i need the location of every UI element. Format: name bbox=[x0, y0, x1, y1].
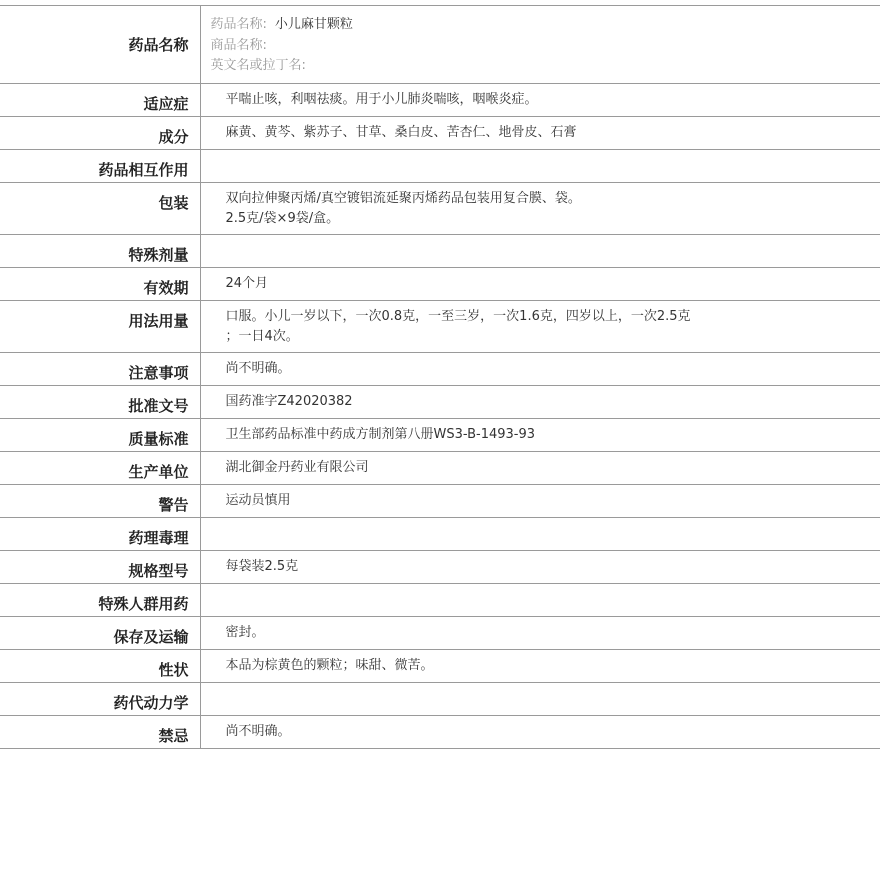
generic-name-value: 小儿麻甘颗粒 bbox=[274, 17, 353, 32]
english-name-key: 英文名或拉丁名: bbox=[210, 58, 306, 73]
row-quality-standard bbox=[0, 419, 880, 452]
row-value: 密封。 bbox=[200, 617, 880, 650]
row-value: 尚不明确。 bbox=[200, 353, 880, 386]
row-contraindications bbox=[0, 716, 880, 749]
row-label: 注意事项 bbox=[0, 353, 200, 386]
row-value bbox=[200, 301, 880, 353]
row-value: 湖北御金丹药业有限公司 bbox=[200, 452, 880, 485]
generic-name-key: 药品名称: bbox=[210, 17, 267, 32]
row-label: 药品相互作用 bbox=[0, 150, 200, 183]
row-usage bbox=[0, 301, 880, 353]
row-value bbox=[200, 235, 880, 268]
row-value bbox=[200, 584, 880, 617]
row-value: 麻黄、黄芩、紫苏子、甘草、桑白皮、苦杏仁、地骨皮、石膏 bbox=[200, 117, 880, 150]
row-label: 有效期 bbox=[0, 268, 200, 301]
trade-name-key: 商品名称: bbox=[210, 37, 267, 53]
drug-info-table bbox=[0, 5, 880, 749]
row-value: 24个月 bbox=[200, 268, 880, 301]
trade-name-line bbox=[211, 36, 880, 57]
usage-line-2: ；一日4次。 bbox=[225, 329, 299, 344]
row-shelf-life bbox=[0, 268, 880, 301]
row-value: 国药准字Z42020382 bbox=[200, 386, 880, 419]
usage-line-1: 口服。小儿一岁以下，一次0.8克，一至三岁，一次1.6克，四岁以上，一次2.5克 bbox=[225, 309, 691, 324]
english-name-line bbox=[211, 56, 880, 77]
row-value bbox=[200, 183, 880, 235]
row-indications bbox=[0, 84, 880, 117]
row-value: 运动员慎用 bbox=[200, 485, 880, 518]
row-approval-number bbox=[0, 386, 880, 419]
row-pharmacology bbox=[0, 518, 880, 551]
row-pharmacokinetics bbox=[0, 683, 880, 716]
row-label: 批准文号 bbox=[0, 386, 200, 419]
row-value: 每袋装2.5克 bbox=[200, 551, 880, 584]
row-value: 尚不明确。 bbox=[200, 716, 880, 749]
row-special-dosage bbox=[0, 235, 880, 268]
row-value bbox=[200, 683, 880, 716]
packaging-line-1: 双向拉伸聚丙烯/真空镀铝流延聚丙烯药品包装用复合膜、袋。 bbox=[225, 191, 581, 206]
row-warning bbox=[0, 485, 880, 518]
row-ingredients bbox=[0, 117, 880, 150]
row-label: 生产单位 bbox=[0, 452, 200, 485]
row-label: 禁忌 bbox=[0, 716, 200, 749]
row-special-populations bbox=[0, 584, 880, 617]
row-value bbox=[200, 150, 880, 183]
generic-name-line bbox=[211, 15, 880, 36]
row-label: 特殊人群用药 bbox=[0, 584, 200, 617]
row-packaging bbox=[0, 183, 880, 235]
row-label: 用法用量 bbox=[0, 301, 200, 353]
row-label: 性状 bbox=[0, 650, 200, 683]
row-label: 规格型号 bbox=[0, 551, 200, 584]
row-specification bbox=[0, 551, 880, 584]
row-interactions bbox=[0, 150, 880, 183]
row-manufacturer bbox=[0, 452, 880, 485]
row-value: 平喘止咳，利咽祛痰。用于小儿肺炎喘咳，咽喉炎症。 bbox=[200, 84, 880, 117]
row-label: 保存及运输 bbox=[0, 617, 200, 650]
row-storage bbox=[0, 617, 880, 650]
drug-name-block bbox=[200, 6, 880, 84]
row-label: 特殊剂量 bbox=[0, 235, 200, 268]
row-label: 药代动力学 bbox=[0, 683, 200, 716]
row-value: 卫生部药品标准中药成方制剂第八册WS3-B-1493-93 bbox=[200, 419, 880, 452]
row-label: 质量标准 bbox=[0, 419, 200, 452]
row-label: 适应症 bbox=[0, 84, 200, 117]
row-value: 本品为棕黄色的颗粒；味甜、微苦。 bbox=[200, 650, 880, 683]
row-label: 警告 bbox=[0, 485, 200, 518]
row-label: 药品名称 bbox=[0, 6, 200, 84]
row-drug-name bbox=[0, 6, 880, 84]
row-label: 药理毒理 bbox=[0, 518, 200, 551]
row-label: 成分 bbox=[0, 117, 200, 150]
row-value bbox=[200, 518, 880, 551]
row-description bbox=[0, 650, 880, 683]
row-label: 包装 bbox=[0, 183, 200, 235]
row-precautions bbox=[0, 353, 880, 386]
packaging-line-2: 2.5克/袋×9袋/盒。 bbox=[225, 211, 340, 226]
